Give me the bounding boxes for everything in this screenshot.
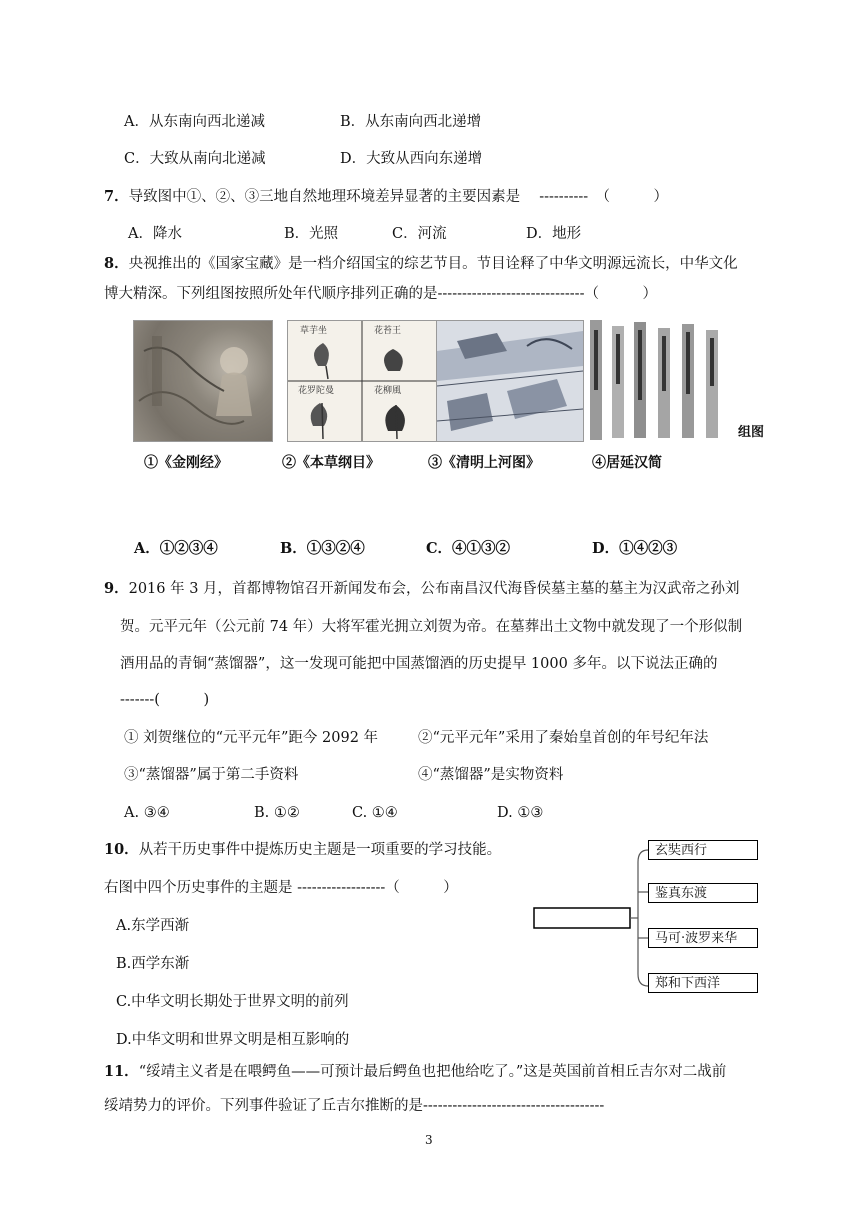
event-zhenghe: 郑和下西洋 [648,973,758,993]
herb-label-4: 花柳風 [374,386,402,396]
q10-option-a: A.东学西渐 [116,918,190,934]
q9-stem-line3: 酒用品的青铜“蒸馏器”，这一发现可能把中国蒸馏酒的历史提早 1000 多年。以下说法正确的 [120,656,718,672]
q8-stem-line1 [104,254,738,274]
q9-stem-line2: 贺。元平元年（公元前 74 年）大将军霍光拥立刘贺为帝。在墓葬出土文物中就发现了一个形似制 [120,619,743,635]
q11-number: 11． [104,1063,139,1080]
herb-label-1: 草芋坐 [300,326,328,336]
event-marco-polo: 马可·波罗来华 [648,928,758,948]
q8-number: 8． [104,255,129,272]
q11-stem-line1 [104,1062,726,1082]
figure-label: 组图 [738,425,765,440]
q8-option-b: B．①③②④ [280,540,365,557]
diamond-sutra-image [133,320,273,442]
q6-option-b: B．从东南向西北递增 [340,114,482,130]
q9-number: 9． [104,580,129,597]
q10-option-b: B.西学东渐 [116,956,190,972]
q10-option-c: C.中华文明长期处于世界文明的前列 [116,994,349,1010]
q7-number: 7． [104,188,129,205]
q11-stem-line2: 绥靖势力的评价。下列事件验证了丘吉尔推断的是------------------------------------- [104,1098,605,1114]
q6-option-a: A．从东南向西北递减 [124,114,265,130]
q10-stem-line1 [104,840,501,860]
q9-stem-line4: -------( ) [120,692,210,708]
q7-option-b: B．光照 [284,226,339,242]
q9-item-1: ① 刘贺继位的“元平元年”距今 2092 年 [124,730,379,746]
q9-option-b: B. ①② [254,805,300,821]
q9-option-d: D. ①③ [497,805,544,821]
q7-stem-text: 导致图中①、②、③三地自然地理环境差异显著的主要因素是 ---------- （ ） [128,189,668,205]
q6-option-d: D．大致从西向东递增 [340,151,483,167]
along-the-river-image [436,320,584,442]
page-number: 3 [425,1133,433,1147]
caption-diamond-sutra: ①《金刚经》 [144,455,228,471]
q10-number: 10． [104,841,139,858]
q9-item-4: ④“蒸馏器”是实物资料 [418,767,564,783]
q10-stem-text1: 从若干历史事件中提炼历史主题是一项重要的学习技能。 [138,842,502,858]
q7-option-d: D．地形 [526,226,582,242]
event-xuanzang: 玄奘西行 [648,840,758,860]
q10-option-d: D.中华文明和世界文明是相互影响的 [116,1032,350,1048]
compendium-materia-medica-image [287,320,437,442]
caption-juyan: ④居延汉简 [592,455,662,471]
q7-stem [104,187,668,207]
q8-stem-text1: 央视推出的《国家宝藏》是一档介绍国宝的综艺节目。节目诠释了中华文明源远流长，中华文化 [128,256,738,272]
q8-option-d: D．①④②③ [592,540,678,557]
q9-item-3: ③“蒸馏器”属于第二手资料 [124,767,299,783]
event-jianzhen: 鉴真东渡 [648,883,758,903]
q9-option-a: A. ③④ [124,805,170,821]
q7-option-a: A．降水 [128,226,182,242]
q9-item-2: ②“元平元年”采用了秦始皇首创的年号纪年法 [418,730,709,746]
caption-compendium: ②《本草纲目》 [282,455,380,471]
q6-option-c: C．大致从南向北递减 [124,151,266,167]
q8-option-c: C．④①③② [426,540,511,557]
caption-qingming: ③《清明上河图》 [428,455,540,471]
q10-stem-line2: 右图中四个历史事件的主题是 ------------------（ ） [104,880,458,896]
q9-stem-line1 [104,579,740,599]
juyan-bamboo-slips-image [588,320,726,440]
q9-stem-text1: 2016 年 3 月，首都博物馆召开新闻发布会，公布南昌汉代海昏侯墓主墓的墓主为汉武帝之孙刘 [128,581,740,597]
q8-stem-line2: 博大精深。下列组图按照所处年代顺序排列正确的是------------------------------（ ） [104,286,657,302]
q7-option-c: C．河流 [392,226,447,242]
herb-label-3: 花罗陀曼 [298,386,335,396]
herb-label-2: 花苔王 [374,326,402,336]
q8-option-a: A．①②③④ [134,540,218,557]
q11-stem-text1: “绥靖主义者是在喂鳄鱼——可预计最后鳄鱼也把他给吃了。”这是英国前首相丘吉尔对二战前 [138,1064,727,1080]
q9-option-c: C. ①④ [352,805,398,821]
